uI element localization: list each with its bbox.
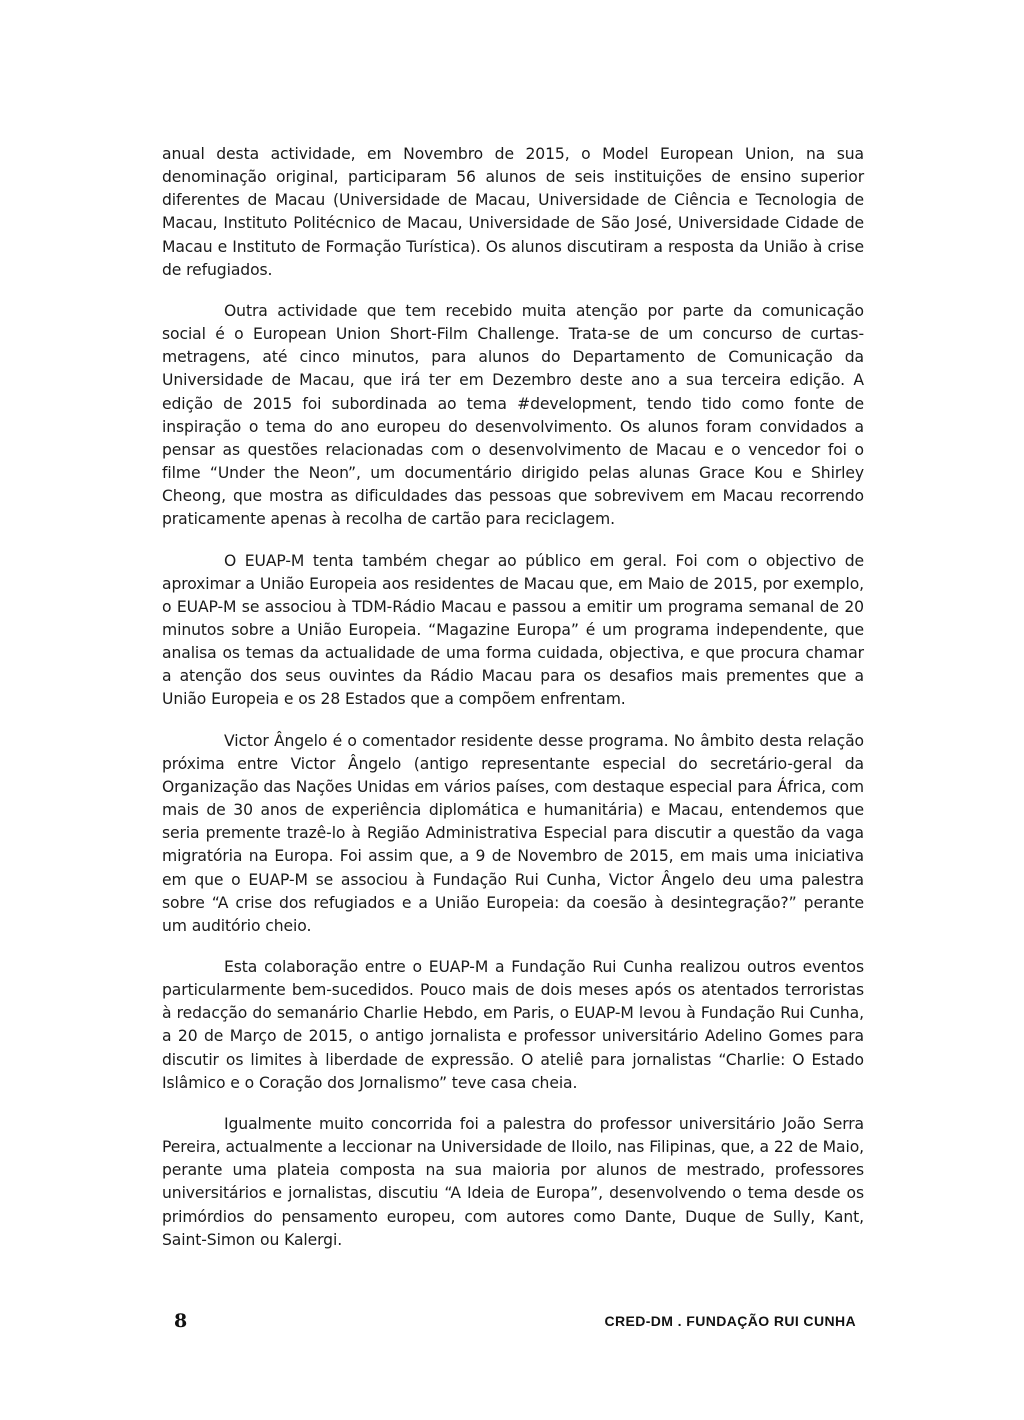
paragraph-short-film-challenge: Outra actividade que tem recebido muita atenção por parte da comunicação social é o European Union Short-Film Challenge. Trata-se de um concurso de curtas-metragens, até cinco minutos, para alunos do Departamento de Comunicação da Universidade de Macau, que irá ter em Dezembro deste ano a sua terceira edição. A edição de 2015 foi subordinada ao tema #development, tendo tido como fonte de inspiração o tema do ano europeu do desenvolvimento. Os alunos foram convidados a pensar as questões relacionadas com o desenvolvimento de Macau e o vencedor foi o filme “Under the Neon”, um documentário dirigido pelas alunas Grace Kou e Shirley Cheong, que mostra as dificuldades das pessoas que sobrevivem em Macau recorrendo praticamente apenas à recolha de cartão para reciclagem. bbox=[162, 301, 864, 529]
paragraph-model-european-union: anual desta actividade, em Novembro de 2015, o Model European Union, na sua denominação original, participaram 56 alunos de seis instituições de ensino superior diferentes de Macau (Universidade de Macau, Universidade de Ciência e Tecnologia de Macau, Instituto Politécnico de Macau, Universidade de São José, Universidade Cidade de Macau e Instituto de Formação Turística). Os alunos discutiram a resposta da União à crise de refugiados. bbox=[162, 145, 864, 279]
publisher-label: CRED-DM . FUNDAÇÃO RUI CUNHA bbox=[604, 1313, 856, 1329]
paragraph-ideia-de-europa: Igualmente muito concorrida foi a palestra do professor universitário João Serra Pereira, actualmente a leccionar na Universidade de Iloilo, nas Filipinas, que, a 22 de Maio, perante uma plateia composta na sua maioria por alunos de mestrado, professores universitários e jornalistas, discutiu “A Ideia de Europa”, desenvolvendo o tema desde os primórdios do pensamento europeu, com autores como Dante, Duque de Sully, Kant, Saint-Simon ou Kalergi. bbox=[162, 1114, 864, 1249]
page-number: 8 bbox=[174, 1310, 188, 1332]
page-footer bbox=[162, 1310, 864, 1334]
article-body bbox=[162, 143, 864, 1270]
paragraph-charlie-workshop: Esta colaboração entre o EUAP-M a Fundação Rui Cunha realizou outros eventos particularmente bem-sucedidos. Pouco mais de dois meses após os atentados terroristas à redacção do semanário Charlie Hebdo, em Paris, o EUAP-M levou à Fundação Rui Cunha, a 20 de Março de 2015, o antigo jornalista e professor universitário Adelino Gomes para discutir os limites à liberdade de expressão. O ateliê para jornalistas “Charlie: O Estado Islâmico e o Coração dos Jornalismo” teve casa cheia. bbox=[162, 958, 864, 1092]
paragraph-victor-angelo: Victor Ângelo é o comentador residente desse programa. No âmbito desta relação próxima entre Victor Ângelo (antigo representante especial do secretário-geral da Organização das Nações Unidas em vários países, com destaque especial para África, com mais de 30 anos de experiência diplomática e humanitária) e Macau, entendemos que seria premente trazê-lo à Região Administrativa Especial para discutir a questão da vaga migratória na Europa. Foi assim que, a 9 de Novembro de 2015, em mais uma iniciativa em que o EUAP-M se associou à Fundação Rui Cunha, Victor Ângelo deu uma palestra sobre “A crise dos refugiados e a União Europeia: da coesão à desintegração?” perante um auditório cheio. bbox=[162, 731, 864, 935]
paragraph-radio-programme: O EUAP-M tenta também chegar ao público em geral. Foi com o objectivo de aproximar a União Europeia aos residentes de Macau que, em Maio de 2015, por exemplo, o EUAP-M se associou à TDM-Rádio Macau e passou a emitir um programa semanal de 20 minutos sobre a União Europeia. “Magazine Europa” é um programa independente, que analisa os temas da actualidade de uma forma cuidada, objectiva, e que procura chamar a atenção dos seus ouvintes da Rádio Macau para os desafios mais prementes que a União Europeia e os 28 Estados que a compõem enfrentam. bbox=[162, 551, 864, 709]
